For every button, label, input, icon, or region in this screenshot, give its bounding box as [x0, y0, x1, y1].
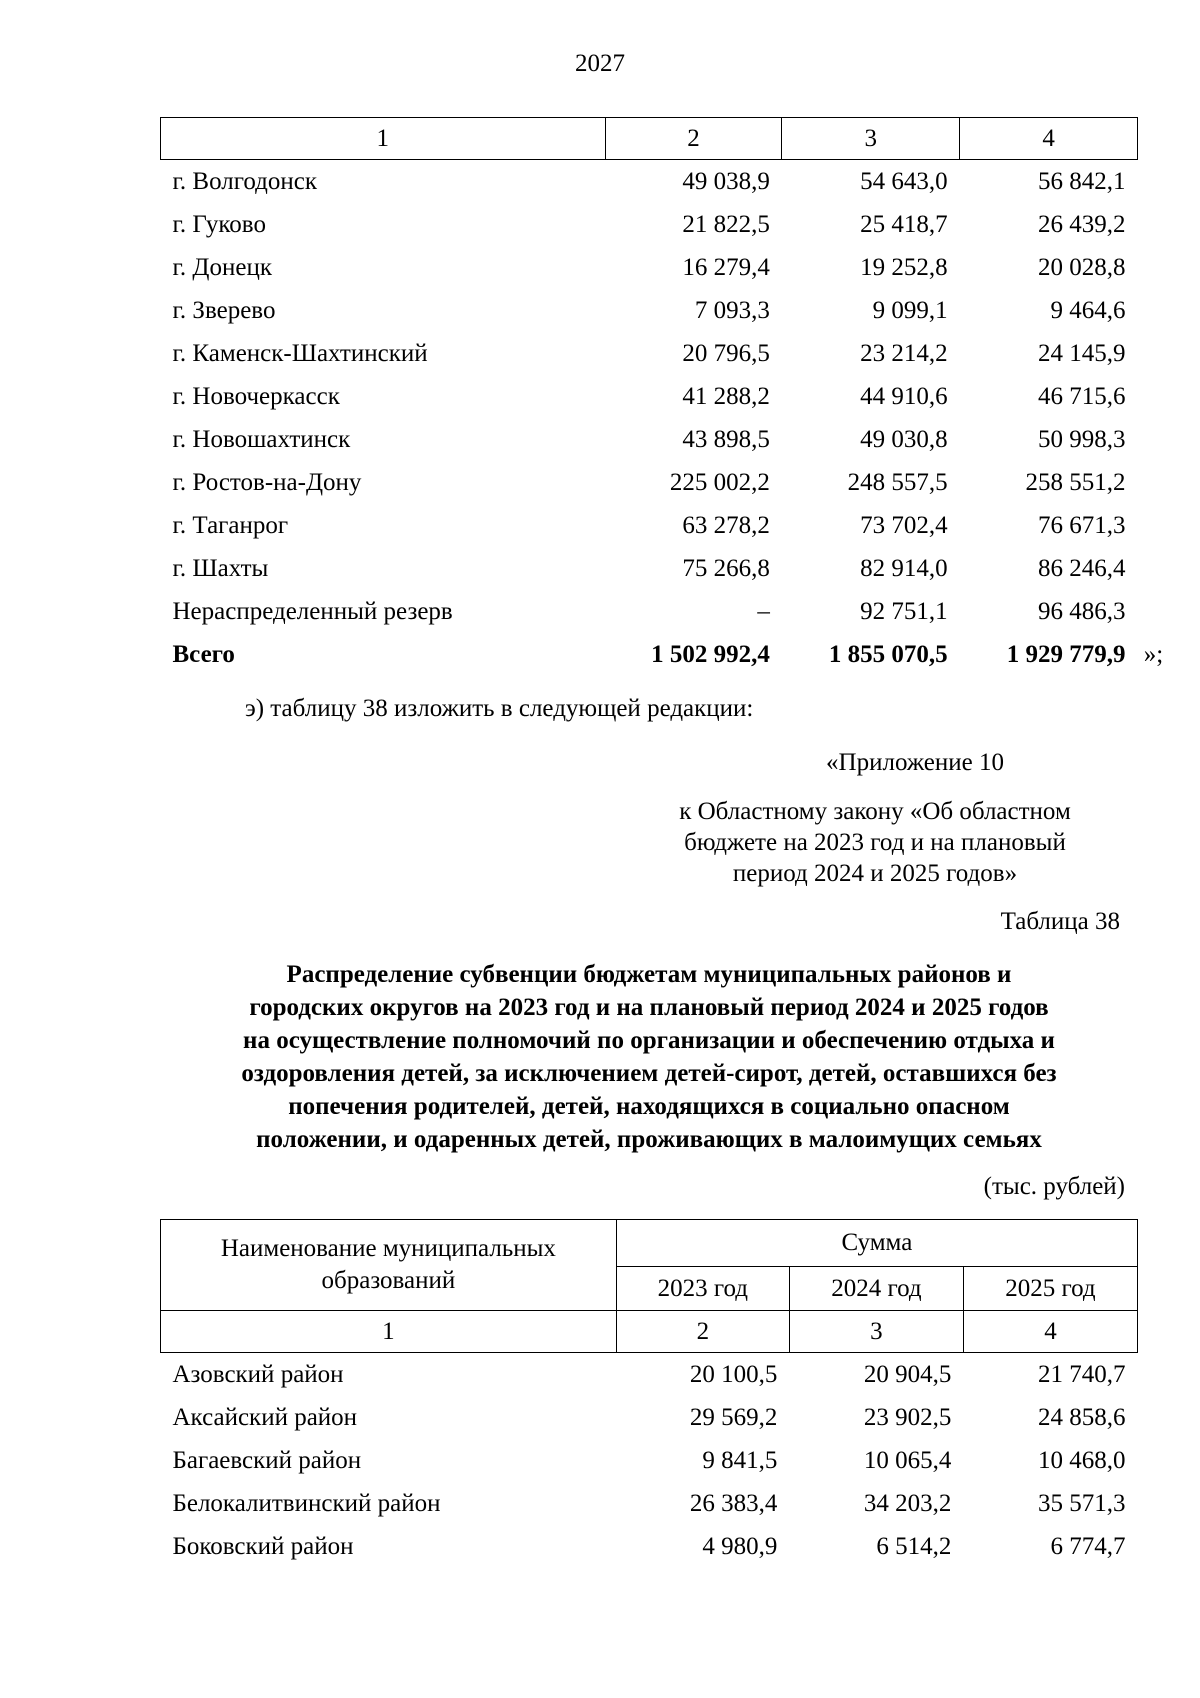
value-col-2: 4 980,9: [702, 1532, 778, 1560]
table-row: [161, 160, 1138, 204]
column-number: 3: [782, 118, 960, 160]
value-col-2: 29 569,2: [689, 1403, 778, 1431]
value-col-4: 76 671,3: [1038, 511, 1126, 539]
value-col-2: 9 841,5: [702, 1446, 778, 1474]
header-name-line: образований: [321, 1267, 456, 1294]
municipality-name: Белокалитвинский район: [172, 1489, 441, 1517]
table-row: [161, 504, 1138, 547]
total-value-2026: 1 855 070,5: [828, 640, 948, 668]
unit-label: (тыс. рублей): [983, 1173, 1125, 1200]
value-col-3: 6 514,2: [876, 1532, 952, 1560]
value-col-3: 9 099,1: [872, 296, 948, 324]
title-line: оздоровления детей, за исключением детей-сирот, детей, оставшихся без: [241, 1060, 1057, 1087]
value-col-4: 46 715,6: [1038, 382, 1126, 410]
value-col-3: 82 914,0: [860, 554, 948, 582]
value-col-2: 43 898,5: [682, 425, 770, 453]
municipality-name: г. Донецк: [172, 253, 272, 281]
header-row: [161, 1220, 1138, 1267]
column-number: 3: [789, 1311, 963, 1353]
value-col-2: 16 279,4: [682, 253, 770, 281]
closing-quote: »;: [1137, 640, 1164, 668]
column-number: 4: [963, 1311, 1137, 1353]
value-col-3: 23 902,5: [863, 1403, 952, 1431]
value-col-4: 9 464,6: [1050, 296, 1126, 324]
column-number: 2: [616, 1311, 789, 1353]
municipality-name: Азовский район: [172, 1360, 344, 1388]
total-value-text: 1 929 779,9: [1006, 640, 1126, 668]
value-col-4: 26 439,2: [1038, 210, 1126, 238]
value-col-4: 21 740,7: [1038, 1360, 1126, 1388]
municipality-name: г. Новочеркасск: [172, 382, 340, 410]
column-number: 1: [161, 1311, 617, 1353]
value-col-4: 20 028,8: [1038, 253, 1126, 281]
municipality-name: г. Таганрог: [172, 511, 289, 539]
title-line: на осуществление полномочий по организации и обеспечению отдыха и: [243, 1027, 1055, 1054]
municipality-name: г. Новошахтинск: [172, 425, 351, 453]
municipality-name: г. Шахты: [172, 554, 269, 582]
title-line: Распределение субвенции бюджетам муниципальных районов и: [286, 961, 1012, 988]
value-col-2: –: [757, 597, 770, 625]
value-col-4: 96 486,3: [1038, 597, 1126, 625]
value-col-2: 21 822,5: [682, 210, 770, 238]
budget-table-continuation: [160, 117, 1164, 676]
municipality-name: Багаевский район: [172, 1446, 362, 1474]
value-col-3: 19 252,8: [860, 253, 948, 281]
value-col-4: 258 551,2: [1025, 468, 1126, 496]
column-number-row: [161, 118, 1138, 160]
value-col-2: 49 038,9: [682, 167, 770, 195]
value-col-3: 44 910,6: [860, 382, 948, 410]
header-year: 2025 год: [963, 1267, 1137, 1311]
value-col-2: 7 093,3: [694, 296, 770, 324]
column-number-row: [161, 1311, 1138, 1353]
header-sum: Сумма: [616, 1220, 1137, 1267]
value-col-3: 54 643,0: [860, 167, 948, 195]
law-reference: [640, 796, 1110, 889]
value-col-3: 73 702,4: [860, 511, 948, 539]
value-col-4: 86 246,4: [1038, 554, 1126, 582]
municipality-name: Нераспределенный резерв: [172, 597, 453, 625]
municipality-name: г. Зверево: [172, 296, 276, 324]
title-line: городских округов на 2023 год и на плановый период 2024 и 2025 годов: [249, 994, 1049, 1021]
value-col-2: 225 002,2: [669, 468, 770, 496]
table-row: [161, 289, 1138, 332]
appendix-label: «Приложение 10: [826, 749, 1004, 776]
value-col-3: 248 557,5: [847, 468, 948, 496]
municipality-name: г. Каменск-Шахтинский: [172, 339, 428, 367]
value-col-3: 49 030,8: [860, 425, 948, 453]
total-row: [161, 633, 1138, 676]
title-line: положении, и одаренных детей, проживающих в малоимущих семьях: [256, 1126, 1042, 1153]
table-number: Таблица 38: [1000, 908, 1120, 935]
column-number: 4: [960, 118, 1138, 160]
table-row: [161, 332, 1138, 375]
value-col-4: 24 858,6: [1038, 1403, 1126, 1431]
value-col-2: 20 100,5: [689, 1360, 778, 1388]
value-col-2: 75 266,8: [682, 554, 770, 582]
title-line: попечения родителей, детей, находящихся в социально опасном: [288, 1093, 1010, 1120]
value-col-4: 50 998,3: [1038, 425, 1126, 453]
header-name: [161, 1220, 617, 1311]
table-row: [161, 418, 1138, 461]
header-name-line: Наименование муниципальных: [220, 1235, 556, 1262]
value-col-2: 26 383,4: [689, 1489, 778, 1517]
value-col-4: 6 774,7: [1050, 1532, 1126, 1560]
header-year: 2024 год: [789, 1267, 963, 1311]
value-col-2: 63 278,2: [682, 511, 770, 539]
table-row: [161, 1482, 1138, 1525]
table-row: [161, 1525, 1138, 1568]
municipality-name: г. Волгодонск: [172, 167, 318, 195]
value-col-3: 23 214,2: [860, 339, 948, 367]
law-line: период 2024 и 2025 годов»: [732, 860, 1018, 887]
value-col-3: 25 418,7: [860, 210, 948, 238]
table-row: [161, 246, 1138, 289]
value-col-4: 24 145,9: [1038, 339, 1126, 367]
table-row: [161, 1353, 1138, 1397]
table-row: [161, 203, 1138, 246]
page-number: 2027: [575, 50, 625, 77]
column-number: 2: [605, 118, 782, 160]
municipality-name: г. Ростов-на-Дону: [172, 468, 362, 496]
value-col-4: 56 842,1: [1038, 167, 1126, 195]
amendment-instruction: э) таблицу 38 изложить в следующей редакции:: [245, 695, 754, 722]
municipality-name: Боковский район: [172, 1532, 354, 1560]
total-label: Всего: [172, 640, 235, 668]
subvention-table: [160, 1219, 1138, 1568]
value-col-4: 10 468,0: [1038, 1446, 1126, 1474]
table-row: [161, 375, 1138, 418]
value-col-4: 35 571,3: [1038, 1489, 1126, 1517]
table-row: [161, 461, 1138, 504]
column-number: 1: [161, 118, 606, 160]
value-col-2: 41 288,2: [682, 382, 770, 410]
table-row: [161, 590, 1138, 633]
table-row: [161, 547, 1138, 590]
law-line: бюджете на 2023 год и на плановый: [684, 829, 1066, 856]
value-col-3: 10 065,4: [863, 1446, 952, 1474]
municipality-name: г. Гуково: [172, 210, 266, 238]
law-line: к Областному закону «Об областном: [679, 798, 1071, 825]
value-col-3: 34 203,2: [863, 1489, 952, 1517]
municipality-name: Аксайский район: [172, 1403, 358, 1431]
total-value-2027: [960, 633, 1164, 676]
header-year: 2023 год: [616, 1267, 789, 1311]
table-row: [161, 1396, 1138, 1439]
table-row: [161, 1439, 1138, 1482]
total-value-2025: 1 502 992,4: [651, 640, 770, 668]
value-col-3: 92 751,1: [860, 597, 948, 625]
table-title: [160, 958, 1138, 1156]
value-col-2: 20 796,5: [682, 339, 770, 367]
value-col-3: 20 904,5: [863, 1360, 952, 1388]
